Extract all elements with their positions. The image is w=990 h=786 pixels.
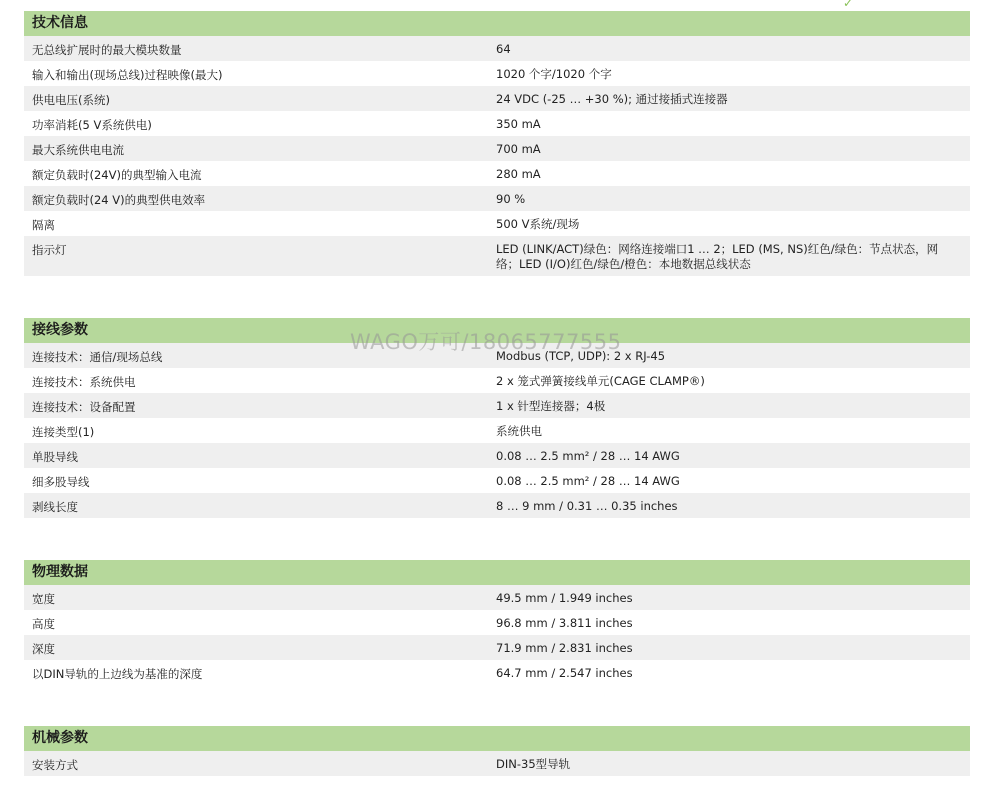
table-row	[24, 186, 970, 211]
section-title: 物理数据	[24, 560, 970, 585]
row-value: 71.9 mm / 2.831 inches	[496, 641, 633, 655]
row-value: 0.08 … 2.5 mm² / 28 … 14 AWG	[496, 474, 680, 488]
row-value: 1020 个字/1020 个字	[496, 67, 612, 81]
table-row	[24, 585, 970, 610]
table-row	[24, 111, 970, 136]
row-value: 1 x 针型连接器；4极	[496, 399, 606, 413]
section-physical-data	[24, 560, 970, 685]
row-label: 高度	[32, 617, 55, 631]
section-title: 接线参数	[24, 318, 970, 343]
table-row	[24, 211, 970, 236]
table-row	[24, 751, 970, 776]
row-label: 指示灯	[32, 243, 67, 257]
watermark-text: WAGO万可/18065777555	[350, 330, 622, 354]
table-row	[24, 635, 970, 660]
row-label: 额定负载时(24 V)的典型供电效率	[32, 193, 206, 207]
table-row	[24, 236, 970, 276]
row-label: 剥线长度	[32, 500, 78, 514]
row-value: 280 mA	[496, 167, 541, 181]
table-row	[24, 36, 970, 61]
row-value: 2 x 笼式弹簧接线单元(CAGE CLAMP®)	[496, 374, 705, 388]
row-label: 连接类型(1)	[32, 425, 95, 439]
row-label: 深度	[32, 642, 55, 656]
row-value: 350 mA	[496, 117, 541, 131]
row-label: 额定负载时(24V)的典型输入电流	[32, 168, 202, 182]
table-row	[24, 136, 970, 161]
section-mechanical-params	[24, 726, 970, 776]
table-row	[24, 393, 970, 418]
row-value: 500 V系统/现场	[496, 217, 580, 231]
row-value: 24 VDC (-25 … +30 %); 通过接插式连接器	[496, 92, 728, 106]
table-row	[24, 660, 970, 685]
row-label: 安装方式	[32, 758, 78, 772]
row-value: 49.5 mm / 1.949 inches	[496, 591, 633, 605]
row-value: DIN-35型导轨	[496, 757, 571, 771]
row-value: 64.7 mm / 2.547 inches	[496, 666, 633, 680]
row-value: 700 mA	[496, 142, 541, 156]
table-row	[24, 86, 970, 111]
row-label: 连接技术：通信/现场总线	[32, 350, 163, 364]
row-value: LED (LINK/ACT)绿色：网络连接端口1 … 2；LED (MS, NS)红色/绿色：节点状态，网络；LED (I/O)红色/绿色/橙色：本地数据总线状态	[496, 242, 939, 271]
section-technical-info	[24, 11, 970, 276]
row-value: 0.08 … 2.5 mm² / 28 … 14 AWG	[496, 449, 680, 463]
section-title: 机械参数	[24, 726, 970, 751]
decorative-check-mark: ✓	[843, 0, 854, 10]
row-label: 无总线扩展时的最大模块数量	[32, 43, 182, 57]
row-label: 功率消耗(5 V系统供电)	[32, 118, 152, 132]
row-value: 96.8 mm / 3.811 inches	[496, 616, 633, 630]
row-label: 单股导线	[32, 450, 78, 464]
row-label: 输入和输出(现场总线)过程映像(最大)	[32, 68, 223, 82]
row-value: 8 … 9 mm / 0.31 … 0.35 inches	[496, 499, 678, 513]
row-value: 64	[496, 42, 511, 56]
section-title: 技术信息	[24, 11, 970, 36]
row-value: Modbus (TCP, UDP): 2 x RJ-45	[496, 349, 666, 363]
row-value: 90 %	[496, 192, 526, 206]
table-row	[24, 610, 970, 635]
table-row	[24, 493, 970, 518]
row-label: 供电电压(系统)	[32, 93, 110, 107]
row-label: 以DIN导轨的上边线为基准的深度	[32, 667, 203, 681]
table-row	[24, 468, 970, 493]
row-label: 细多股导线	[32, 475, 90, 489]
table-row	[24, 418, 970, 443]
row-value: 系统供电	[496, 424, 542, 438]
row-label: 连接技术：系统供电	[32, 375, 136, 389]
table-row	[24, 368, 970, 393]
row-label: 连接技术：设备配置	[32, 400, 136, 414]
row-label: 隔离	[32, 218, 55, 232]
table-row	[24, 161, 970, 186]
row-label: 最大系统供电电流	[32, 143, 124, 157]
row-label: 宽度	[32, 592, 55, 606]
table-row	[24, 61, 970, 86]
table-row	[24, 443, 970, 468]
